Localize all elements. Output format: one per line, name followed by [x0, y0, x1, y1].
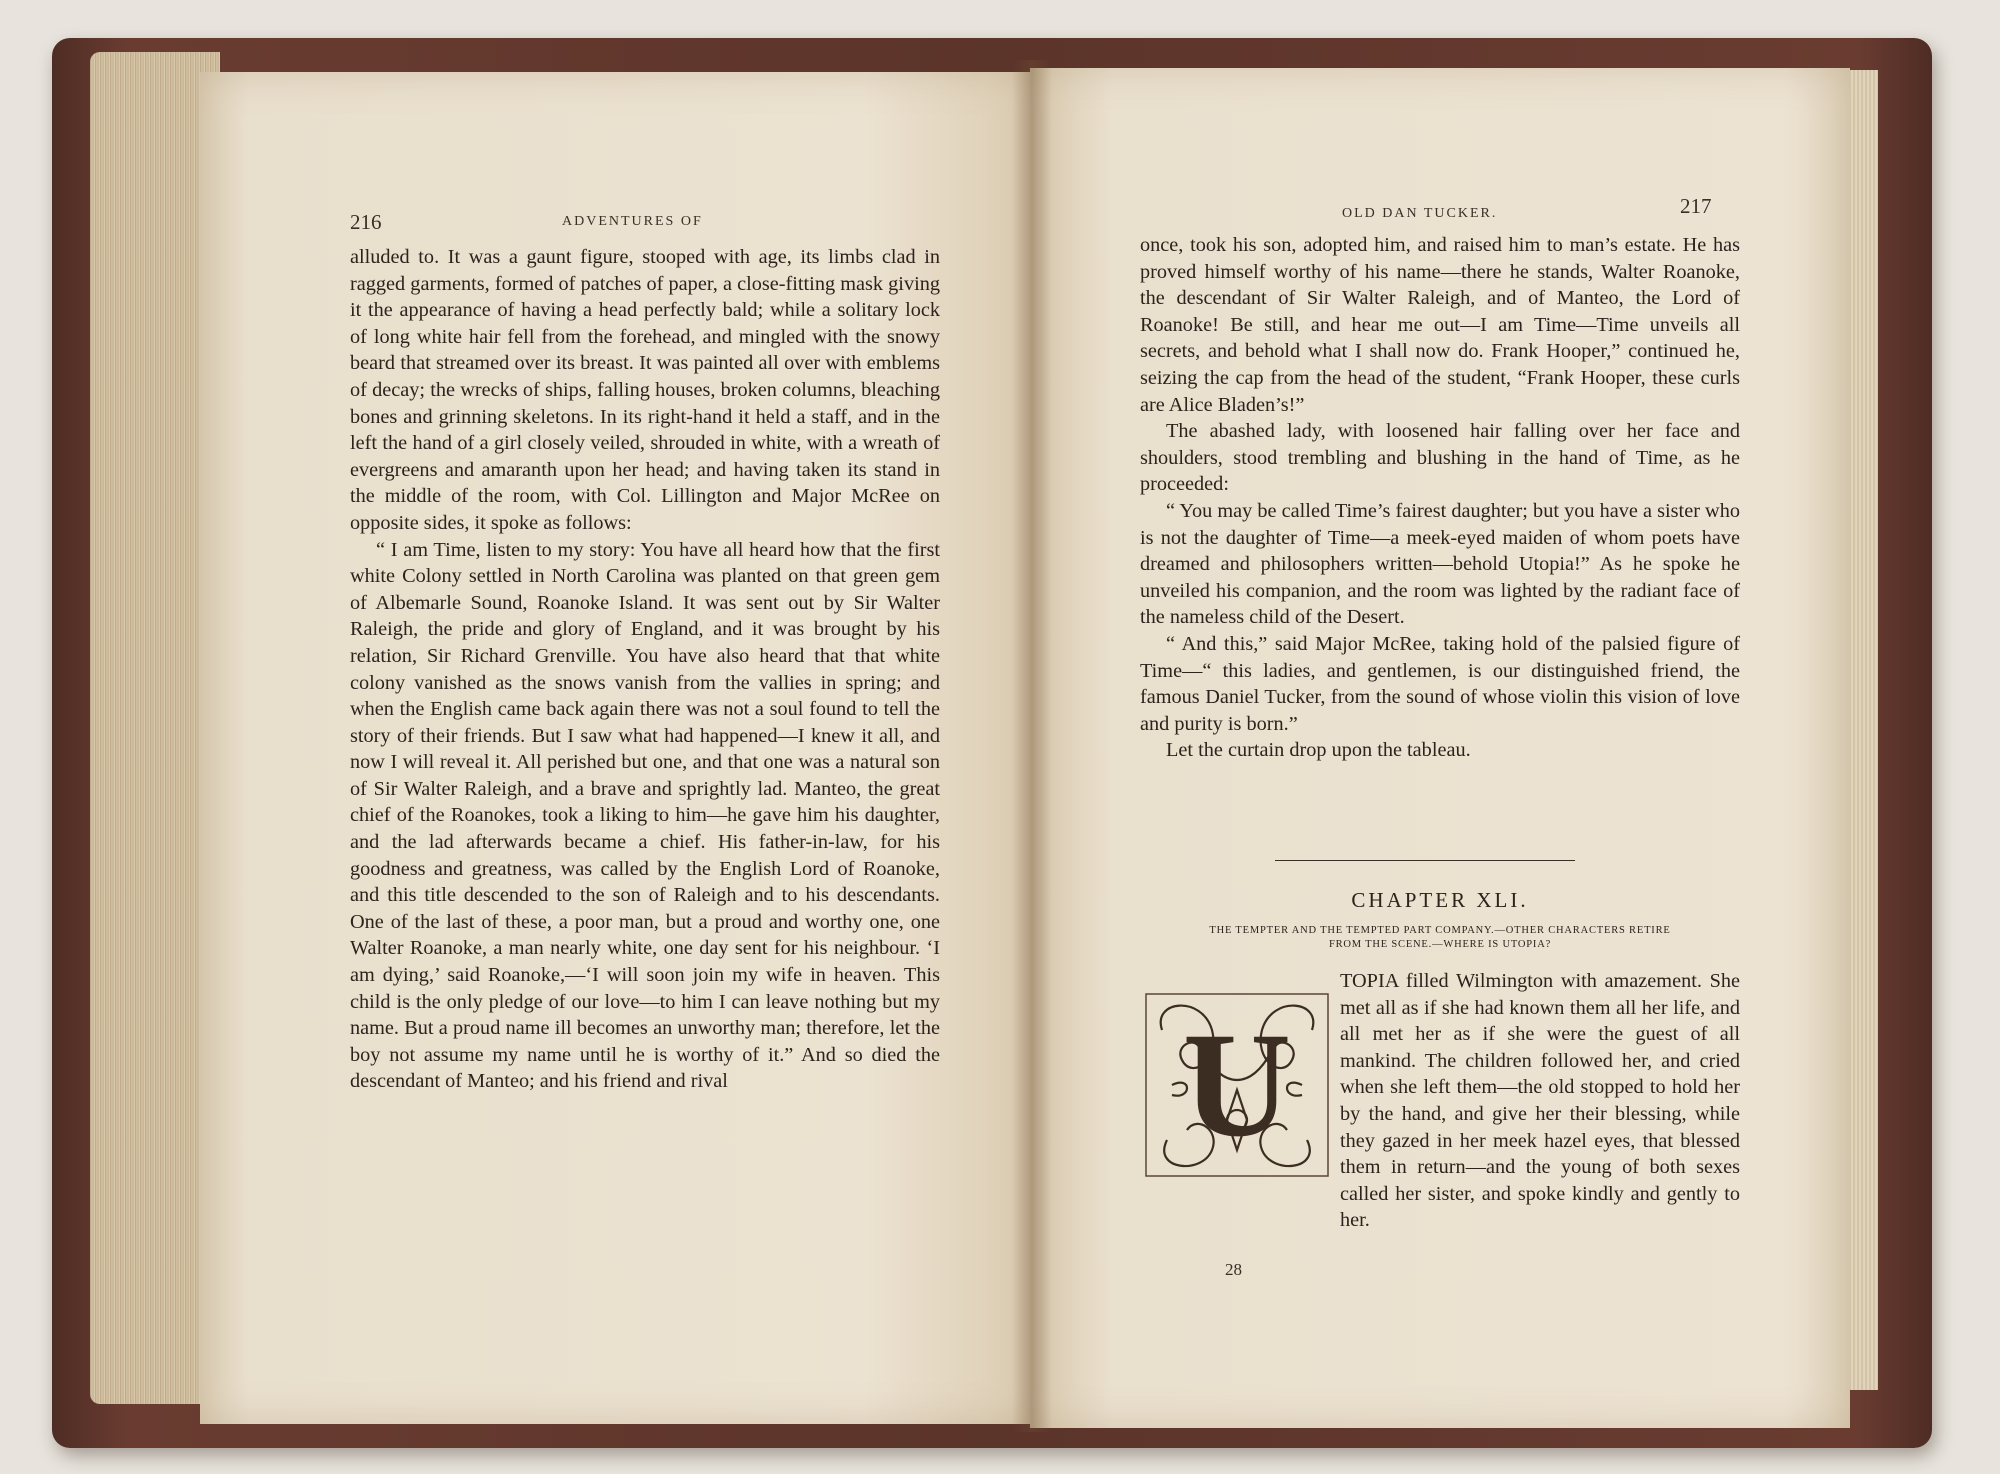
chapter-paragraph: TOPIA filled Wilmington with amazement. She met all as if she had known them all her life, and all met her as if she were the guest of all mankind. The children followed her, and cried when she left them—the old stopped to hold her by the hand, and give her their blessing, while they gazed in her meek hazel eyes, that blessed them in return—and the young of both sexes called her sister, and spoke kindly and gently to her. — [1340, 970, 1740, 1232]
right-page-text — [1140, 232, 1740, 764]
signature-mark: 28 — [1225, 1260, 1242, 1279]
paragraph: Let the curtain drop upon the tableau. — [1166, 739, 1471, 762]
chapter-title: CHAPTER XLI. — [1351, 888, 1529, 912]
page-number-left: 216 — [350, 210, 382, 234]
chapter-divider — [1275, 860, 1575, 861]
paragraph: The abashed lady, with loosened hair falling over her face and shoulders, stood trembling and blushing in the hand of Time, as he proceeded: — [1140, 420, 1740, 496]
page-number-right: 217 — [1680, 194, 1712, 218]
paragraph: “ You may be called Time’s fairest daughter; but you have a sister who is not the daughter of Time—a meek-eyed maiden of whom poets have dreamed and philosophers written—behold Utopia!” As he spoke he unveiled his companion, and the room was lighted by the radiant face of the nameless child of the Desert. — [1140, 499, 1740, 629]
drop-cap-letter: U — [1182, 1002, 1292, 1168]
paragraph: “ And this,” said Major McRee, taking hold of the palsied figure of Time—“ this ladies, and gentlemen, is our distinguished friend, the famous Daniel Tucker, from the sound of whose violin this vision of love and purity is born.” — [1140, 632, 1740, 735]
paragraph: “ I am Time, listen to my story: You have all heard how that the first white Colony settled in North Carolina was planted on that green gem of Albemarle Sound, Roanoke Island. It was sent out by Sir Walter Raleigh, the pride and glory of England, and it was brought by his relation, Sir Richard Grenville. You have also heard that that white colony vanished as the snows vanish from the vallies in spring; and when the English came back again there was not a soul found to tell the story of their friends. But I saw what had happened—I knew it all, and now I will reveal it. All perished but one, and that one was a natural son of Sir Walter Raleigh, and a brave and sprightly lad. Manteo, the great chief of the Roanokes, took a liking to him—he gave him his daughter, and the lad afterwards became a chief. His father-in-law, for his goodness and greatness, was called by the English Lord of Roanoke, and this title descended to the son of Raleigh and to his descendants. One of the last of these, a poor man, but a proud and worthy one, one Walter Roanoke, a man nearly white, one day sent for his neighbour. ‘I am dying,’ said Roanoke,—‘I will soon join my wife in heaven. This child is the only pledge of our love—to him I can leave nothing but my name. But a proud name ill becomes an unworthy man; therefore, let the boy not assume my name until he is worthy of it.” And so died the descendant of Manteo; and his friend and rival — [350, 538, 940, 1093]
running-head-right: OLD DAN TUCKER. — [1342, 206, 1498, 221]
book-gutter-shadow — [1012, 60, 1052, 1432]
left-page — [200, 72, 1030, 1424]
chapter-subtitle-line-2: FROM THE SCENE.—WHERE IS UTOPIA? — [1328, 939, 1552, 950]
paragraph: once, took his son, adopted him, and raised him to man’s estate. He has proved himself worthy of his name—there he stands, Walter Roanoke, the descendant of Sir Walter Raleigh, and of Manteo, the Lord of Roanoke! Be still, and hear me out—I am Time—Time unveils all secrets, and behold what I shall now do. Frank Hooper,” continued he, seizing the cap from the head of the student, “Frank Hooper, these curls are Alice Bladen’s!” — [1140, 234, 1740, 416]
paragraph: alluded to. It was a gaunt figure, stooped with age, its limbs clad in ragged garments, formed of patches of paper, a close-fitting mask giving it the appearance of having a head perfectly bald; while a solitary lock of long white hair fell from the forehead, and mingled with the snowy beard that streamed over its breast. It was painted all over with emblems of decay; the wrecks of ships, falling houses, broken columns, bleaching bones and grinning skeletons. In its right-hand it held a staff, and in the left the hand of a girl closely veiled, shrouded in white, with a wreath of evergreens and amaranth upon her head; and having taken its stand in the middle of the room, with Col. Lillington and Major McRee on opposite sides, it spoke as follows: — [350, 246, 940, 534]
chapter-subtitle-line-1: THE TEMPTER AND THE TEMPTED PART COMPANY.—OTHER CHARACTERS RETIRE — [1209, 925, 1671, 936]
right-page — [1030, 68, 1850, 1428]
running-head-left: ADVENTURES OF — [562, 214, 703, 229]
ornamental-drop-cap — [1142, 990, 1332, 1180]
left-page-text — [350, 244, 940, 1095]
